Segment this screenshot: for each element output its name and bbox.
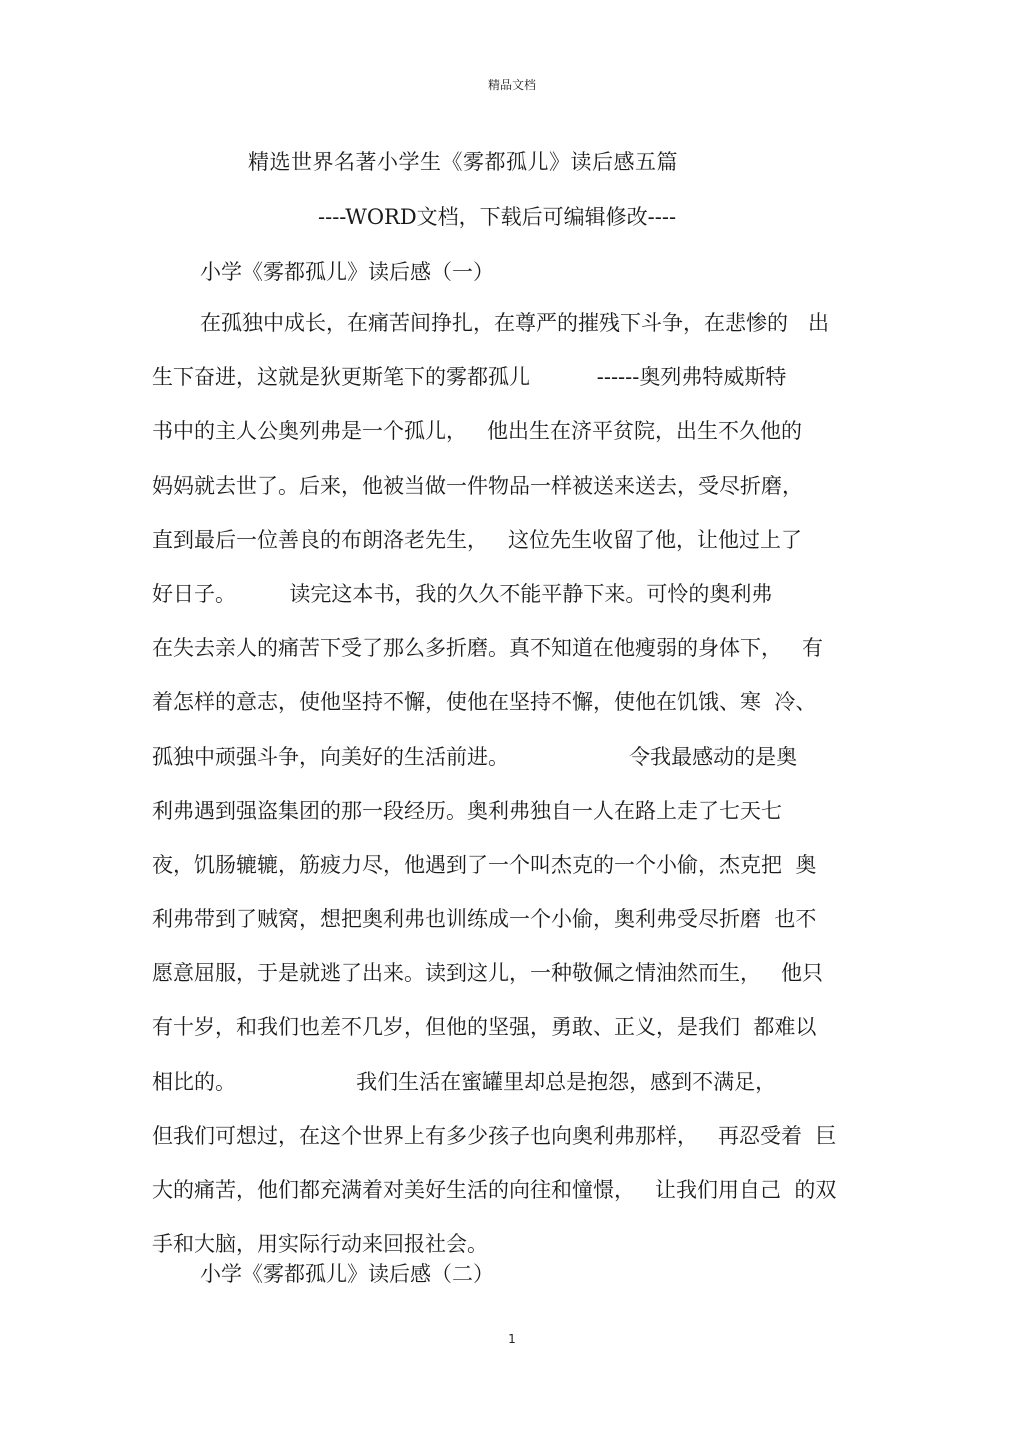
body-line: 利弗遇到强盗集团的那一段经历。奥利弗独自一人在路上走了七天七 [152, 798, 782, 823]
page-header: 精品文档 [487, 78, 536, 92]
document-subtitle: ----WORD文档，下载后可编辑修改---- [318, 205, 677, 229]
body-line: 手和大脑，用实际行动来回报社会。 [152, 1232, 488, 1257]
body-line: 但我们可想过，在这个世界上有多少孩子也向奥利弗那样， 再忍受着 巨 [152, 1123, 837, 1148]
body-line: 直到最后一位善良的布朗洛老先生， 这位先生收留了他，让他过上了 [152, 527, 803, 552]
body-line: 在失去亲人的痛苦下受了那么多折磨。真不知道在他瘦弱的身体下， 有 [152, 636, 824, 661]
body-line: 孤独中顽强斗争，向美好的生活前进。 令我最感动的是奥 [152, 744, 798, 769]
body-line: 大的痛苦，他们都充满着对美好生活的向往和憧憬， 让我们用自己 的双 [152, 1178, 837, 1202]
body-line: 生下奋进，这就是狄更斯笔下的雾都孤儿 ------奥列弗特威斯特 [152, 365, 787, 390]
section-heading-1: 小学《雾都孤儿》读后感（一） [200, 260, 494, 284]
body-line: 有十岁，和我们也差不几岁，但他的坚强，勇敢、正义，是我们 都难以 [152, 1015, 817, 1040]
body-line: 在孤独中成长，在痛苦间挣扎，在尊严的摧残下斗争，在悲惨的 出 [200, 311, 830, 335]
body-paragraph [152, 303, 872, 1278]
body-line: 书中的主人公奥列弗是一个孤儿， 他出生在济平贫院，出生不久他的 [152, 419, 803, 444]
body-line: 愿意屈服，于是就逃了出来。读到这儿，一种敬佩之情油然而生， 他只 [152, 961, 824, 986]
body-line: 利弗带到了贼窝，想把奥利弗也训练成一个小偷，奥利弗受尽折磨 也不 [152, 907, 817, 932]
body-line: 着怎样的意志，使他坚持不懈，使他在坚持不懈，使他在饥饿、寒 冷、 [152, 690, 817, 715]
body-line: 夜，饥肠辘辘，筋疲力尽，他遇到了一个叫杰克的一个小偷，杰克把 奥 [152, 852, 817, 877]
body-line: 相比的。 我们生活在蜜罐里却总是抱怨，感到不满足， [152, 1069, 777, 1094]
page-number: 1 [508, 1332, 516, 1346]
section-heading-2: 小学《雾都孤儿》读后感（二） [200, 1262, 494, 1286]
body-line: 妈妈就去世了。后来，他被当做一件物品一样被送来送去，受尽折磨， [152, 473, 803, 498]
document-title: 精选世界名著小学生《雾都孤儿》读后感五篇 [248, 150, 678, 174]
body-line: 好日子。 读完这本书，我的久久不能平静下来。可怜的奥利弗 [152, 581, 773, 606]
